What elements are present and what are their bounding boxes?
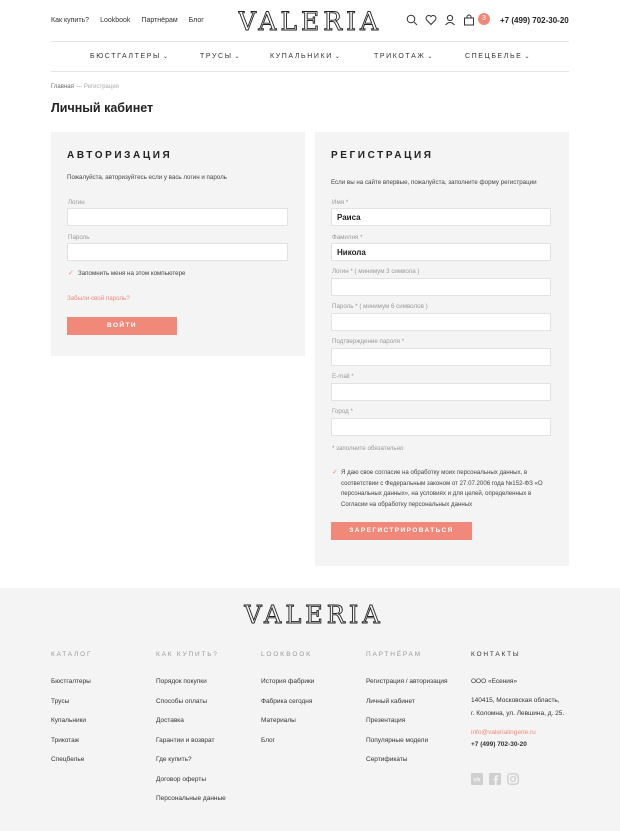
forgot-password-link[interactable]: Забыли свой пароль?	[67, 295, 130, 302]
nav-item-label: БЮСТГАЛТЕРЫ	[90, 53, 161, 60]
main-nav	[51, 41, 569, 72]
footer-link[interactable]: Персональные данные	[156, 795, 226, 802]
contact-email[interactable]: info@valerialingerie.ru	[471, 729, 536, 736]
user-icon[interactable]	[444, 13, 456, 25]
contact-phone[interactable]: +7 (499) 702-30-20	[471, 741, 527, 748]
footer-link[interactable]: Способы оплаты	[156, 697, 208, 705]
footer-link[interactable]: Порядок покупки	[156, 678, 207, 685]
footer-column-head: LOOKBOOK	[261, 651, 313, 658]
footer-link[interactable]: Купальники	[51, 717, 87, 724]
reg-password-input[interactable]	[331, 313, 551, 331]
breadcrumb	[51, 84, 119, 90]
contact-company: ООО «Есения»	[471, 678, 518, 685]
register-button[interactable]: ЗАРЕГИСТРИРОВАТЬСЯ	[331, 522, 472, 540]
nav-item-label: СПЕЦБЕЛЬЕ	[465, 53, 523, 60]
footer-link[interactable]: Фабрика сегодня	[261, 697, 313, 705]
footer-link[interactable]: Регистрация / авторизация	[366, 678, 448, 685]
login-field-label: Логин	[68, 199, 85, 206]
password-input[interactable]	[67, 243, 288, 261]
footer-link[interactable]: Материалы	[261, 717, 296, 724]
footer-link[interactable]: История фабрики	[261, 678, 315, 685]
header-phone[interactable]: +7 (499) 702-30-20	[500, 16, 569, 25]
footer-column-head: КАТАЛОГ	[51, 651, 93, 658]
password-field-label: Пароль	[68, 234, 90, 241]
registration-description: Если вы на сайте впервые, пожалуйста, заполните форму регистрации	[331, 179, 537, 186]
registration-panel	[315, 132, 569, 566]
footer-link[interactable]: Спецбелье	[51, 756, 85, 763]
footer	[0, 588, 620, 831]
cart-count-badge: 3	[478, 13, 490, 25]
footer-link[interactable]: Гарантии и возврат	[156, 736, 215, 744]
footer-column-head: КАК КУПИТЬ?	[156, 651, 219, 658]
top-link-partners[interactable]: Партнёрам	[141, 17, 178, 24]
footer-link[interactable]: Договор оферты	[156, 775, 207, 783]
social-links	[471, 772, 519, 784]
chevron-down-icon: ⌄	[334, 54, 342, 60]
cart-icon[interactable]	[463, 13, 475, 25]
registration-title: РЕГИСТРАЦИЯ	[331, 150, 434, 161]
chevron-down-icon: ⌄	[234, 54, 242, 60]
email-input[interactable]	[331, 383, 551, 401]
footer-link[interactable]: Личный кабинет	[366, 697, 415, 705]
breadcrumb-separator: —	[75, 84, 82, 90]
chevron-down-icon: ⌄	[524, 54, 532, 60]
footer-link[interactable]: Где купить?	[156, 756, 192, 763]
first-name-input[interactable]: Раиса	[331, 208, 551, 226]
chevron-down-icon: ⌄	[162, 54, 170, 60]
footer-link[interactable]: Презентация	[366, 717, 406, 724]
search-icon[interactable]	[406, 13, 418, 25]
login-description: Пожалуйста, авторизуйтесь если у вась логин и пароль	[67, 174, 227, 181]
footer-column-catalog	[51, 651, 92, 776]
breadcrumb-home[interactable]: Главная	[51, 84, 74, 90]
last-name-label: Фамилия *	[332, 234, 363, 241]
confirm-password-input[interactable]	[331, 348, 551, 366]
top-links	[51, 17, 204, 24]
top-link-how-to-buy[interactable]: Как купить?	[51, 17, 90, 24]
chevron-down-icon: ⌄	[427, 54, 435, 60]
email-label: E-mail *	[332, 373, 354, 380]
nav-item-label: ТРУСЫ	[200, 53, 233, 60]
reg-login-input[interactable]	[331, 278, 551, 296]
brand-logo[interactable]	[238, 8, 382, 34]
nav-item-special[interactable]	[465, 53, 531, 60]
instagram-icon[interactable]	[507, 772, 519, 784]
consent-checkbox[interactable]: ✓	[332, 469, 338, 476]
footer-link[interactable]: Трусы	[51, 697, 70, 705]
svg-text:vk: vk	[473, 776, 481, 784]
remember-checkbox[interactable]: ✓	[68, 270, 74, 277]
nav-item-swimwear[interactable]	[270, 53, 341, 60]
nav-item-bras[interactable]	[90, 53, 169, 60]
footer-link[interactable]: Сертификаты	[366, 756, 408, 763]
login-button[interactable]: ВОЙТИ	[67, 317, 177, 335]
contact-address-line2: г. Коломна, ул. Левшина, д. 25.	[471, 710, 565, 717]
footer-link[interactable]: Бюстгалтеры	[51, 678, 91, 685]
facebook-icon[interactable]	[489, 772, 501, 784]
top-link-lookbook[interactable]: Lookbook	[100, 17, 131, 24]
last-name-input[interactable]: Никола	[331, 243, 551, 261]
password-label: Пароль * ( минимум 6 символов )	[332, 303, 428, 310]
top-bar	[0, 0, 620, 40]
login-panel	[51, 132, 305, 356]
confirm-password-label: Подтверждение пароля *	[332, 338, 405, 345]
footer-column-head: КОНТАКТЫ	[471, 651, 521, 658]
city-label: Город *	[332, 408, 353, 415]
nav-item-panties[interactable]	[200, 53, 241, 60]
page-title: Личный кабинет	[51, 101, 154, 115]
brand-logo-text: VALERIA	[238, 8, 382, 34]
header-icons	[406, 13, 475, 25]
footer-column-how-to-buy	[156, 651, 226, 815]
top-link-blog[interactable]: Блог	[188, 17, 204, 24]
first-name-label: Имя *	[332, 199, 349, 206]
required-note: * заполните обязательно	[332, 445, 404, 452]
footer-column-partners	[366, 651, 448, 776]
consent-text: Я даю свое согласие на обработку моих персональных данных, в соответствии с Федеральным законом от 27.07.2006 года №152-ФЗ «О персональных данных», на условиях и для целей, определенных в Согласии на обработку персональных данных	[341, 469, 543, 508]
footer-link[interactable]: Популярные модели	[366, 736, 429, 744]
nav-item-knitwear[interactable]	[374, 53, 434, 60]
footer-column-head: ПАРТНЁРАМ	[366, 651, 422, 658]
footer-column-lookbook	[261, 651, 314, 756]
city-input[interactable]	[331, 418, 551, 436]
breadcrumb-current: Регистрация	[83, 84, 119, 90]
footer-logo[interactable]	[243, 601, 385, 627]
vk-icon[interactable]	[471, 772, 483, 784]
nav-item-label: ТРИКОТАЖ	[374, 53, 426, 60]
footer-link[interactable]: Доставка	[156, 717, 184, 724]
nav-item-label: КУПАЛЬНИКИ	[270, 53, 333, 60]
heart-icon[interactable]	[425, 13, 437, 25]
login-label: Логин * ( минимум 3 символа )	[332, 268, 420, 275]
footer-link[interactable]: Трикотаж	[51, 736, 80, 744]
remember-label: Запомнить меня на этом компьютере	[78, 270, 186, 277]
login-input[interactable]	[67, 208, 288, 226]
footer-link[interactable]: Блог	[261, 736, 276, 744]
contact-address-line1: 140415, Московская область,	[471, 697, 560, 704]
login-title: АВТОРИЗАЦИЯ	[67, 150, 173, 161]
footer-logo-text: VALERIA	[244, 601, 384, 627]
footer-column-contacts	[471, 651, 564, 748]
